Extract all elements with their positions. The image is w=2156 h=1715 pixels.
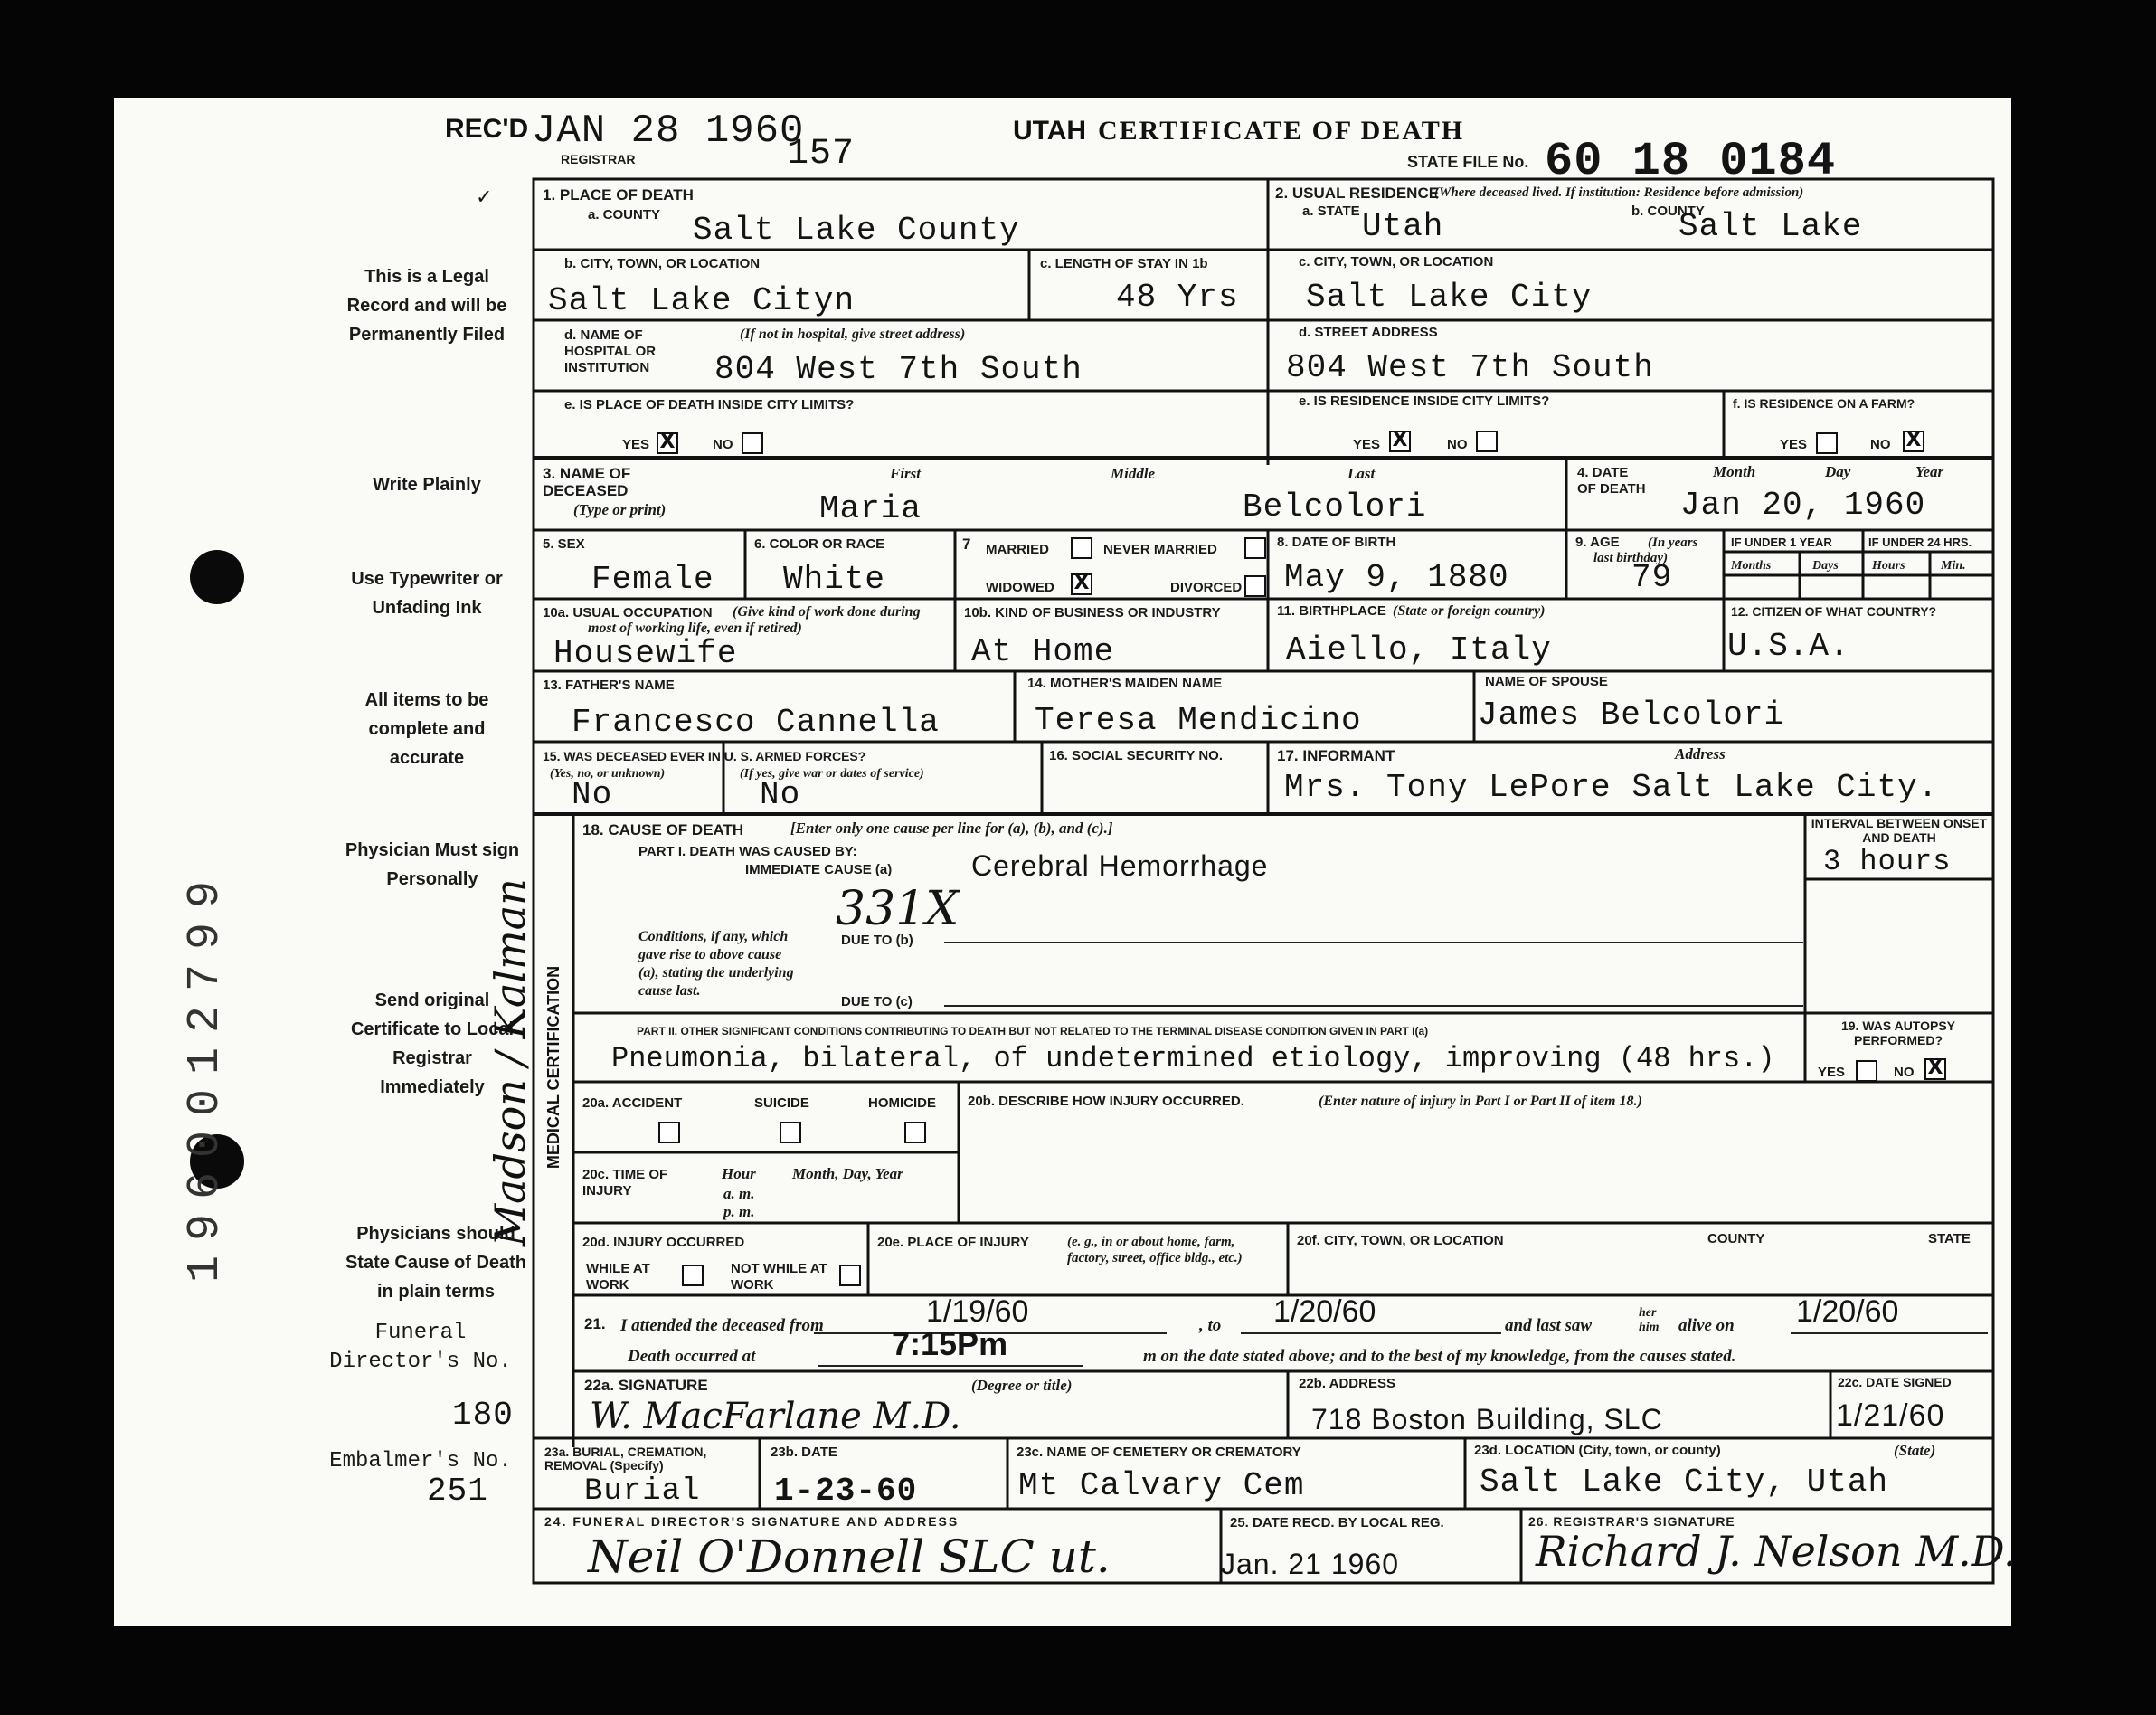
armed-dates-value: No <box>760 776 801 813</box>
interval-label: INTERVAL BETWEEN ONSET AND DEATH <box>1811 816 1988 845</box>
burial-state-label: (State) <box>1894 1442 1936 1459</box>
armed-note-2: (If yes, give war or dates of service) <box>740 767 924 781</box>
farm-no-checkbox[interactable]: X <box>1903 431 1924 452</box>
farm-label: f. IS RESIDENCE ON A FARM? <box>1733 396 1915 411</box>
last-saw-label: and last saw <box>1505 1316 1593 1335</box>
accident-label: 20a. ACCIDENT <box>582 1095 683 1111</box>
informant-address-label: Address <box>1675 745 1726 763</box>
middle-label: Middle <box>1111 465 1156 482</box>
mother-label: 14. MOTHER'S MAIDEN NAME <box>1027 676 1223 691</box>
sidebar-typewriter: Use Typewriter or Unfading Ink <box>351 569 503 618</box>
burial-date-label: 23b. DATE <box>771 1445 837 1460</box>
occupation-note: (Give kind of work done during most of working life, even if retired) <box>588 604 921 636</box>
sidebar-send-original: Send original Certificate to Local Registrar Immediately <box>350 990 515 1097</box>
sidebar-all-items: All items to be complete and accurate <box>364 690 489 768</box>
while-at-work-checkbox[interactable] <box>682 1265 704 1286</box>
month-day-year-label: Month, Day, Year <box>792 1165 903 1182</box>
date-recd-label: 25. DATE RECD. BY LOCAL REG. <box>1230 1515 1444 1530</box>
to-label: , to <box>1199 1316 1222 1335</box>
res-state-value: Utah <box>1362 208 1444 245</box>
burial-location-label: 23d. LOCATION (City, town, or county) <box>1474 1443 1721 1458</box>
injury-state-label: STATE <box>1928 1231 1971 1246</box>
not-while-at-work-checkbox[interactable] <box>839 1265 861 1286</box>
res-county-label: b. COUNTY <box>1631 204 1705 219</box>
business-value: At Home <box>971 633 1115 670</box>
medical-certification-label: MEDICAL CERTIFICATION <box>544 965 563 1170</box>
autopsy-no-checkbox[interactable]: X <box>1924 1058 1946 1080</box>
signature-label: 22a. SIGNATURE <box>584 1377 708 1394</box>
autopsy-label: 19. WAS AUTOPSY PERFORMED? <box>1840 1019 1956 1047</box>
month-label: Month <box>1713 463 1756 480</box>
cause-of-death-label: 18. CAUSE OF DEATH <box>582 821 744 839</box>
usual-residence-label: 2. USUAL RESIDENCE <box>1275 185 1440 202</box>
injury-city-label: 20f. CITY, TOWN, OR LOCATION <box>1297 1233 1504 1248</box>
last-saw-value: 1/20/60 <box>1796 1294 1899 1329</box>
occupation-label: 10a. USUAL OCCUPATION <box>543 605 713 621</box>
county-label: a. COUNTY <box>588 207 661 223</box>
informant-label: 17. INFORMANT <box>1277 747 1395 764</box>
father-label: 13. FATHER'S NAME <box>543 677 675 693</box>
res-inside-yes-checkbox[interactable]: X <box>1389 431 1411 452</box>
spouse-label: NAME OF SPOUSE <box>1485 674 1608 689</box>
registrar-label: REGISTRAR <box>561 152 636 166</box>
sex-value: Female <box>591 561 714 598</box>
place-of-death-label: 1. PLACE OF DEATH <box>543 186 694 204</box>
autopsy-no-label: NO <box>1894 1065 1915 1080</box>
first-label: First <box>890 465 922 482</box>
color-label: 6. COLOR OR RACE <box>754 536 885 552</box>
stay-label: c. LENGTH OF STAY IN 1b <box>1040 256 1208 271</box>
marital-number: 7 <box>962 535 971 553</box>
place-of-injury-label: 20e. PLACE OF INJURY <box>877 1235 1029 1250</box>
death-inside-no-checkbox[interactable] <box>742 432 763 454</box>
divorced-label: DIVORCED <box>1170 580 1243 595</box>
citizen-label: 12. CITIZEN OF WHAT COUNTRY? <box>1731 604 1937 619</box>
homicide-checkbox[interactable] <box>904 1122 926 1143</box>
sidebar-state-cause: Physicians should State Cause of Death in plain terms <box>345 1224 527 1302</box>
sidebar-legal-note: This is a Legal Record and will be Permanently Filed <box>346 267 507 345</box>
mother-value: Teresa Mendicino <box>1035 702 1362 739</box>
death-city-value: Salt Lake Cityn <box>548 282 856 319</box>
autopsy-yes-checkbox[interactable] <box>1856 1060 1877 1082</box>
day-label: Day <box>1825 463 1851 480</box>
registrar-number: 157 <box>787 134 856 175</box>
interval-value: 3 hours <box>1823 845 1952 878</box>
due-to-c-label: DUE TO (c) <box>841 994 913 1009</box>
physician-address-label: 22b. ADDRESS <box>1299 1376 1395 1391</box>
widowed-label: WIDOWED <box>986 580 1054 595</box>
title-prefix: UTAH <box>1013 116 1087 146</box>
received-stamp: REC'D <box>445 114 529 144</box>
age-label: 9. AGE <box>1575 535 1620 550</box>
married-checkbox[interactable] <box>1071 537 1092 559</box>
age-value: 79 <box>1631 559 1673 596</box>
her-him-label: her him <box>1639 1306 1660 1334</box>
due-to-b-label: DUE TO (b) <box>841 933 913 948</box>
informant-value: Mrs. Tony LePore Salt Lake City. <box>1284 769 1939 806</box>
last-label: Last <box>1348 465 1376 482</box>
occupation-value: Housewife <box>553 635 738 672</box>
ssn-label: 16. SOCIAL SECURITY NO. <box>1049 748 1223 763</box>
hospital-value: 804 West 7th South <box>714 351 1083 388</box>
birth-date-value: May 9, 1880 <box>1284 559 1509 596</box>
color-value: White <box>783 561 886 598</box>
armed-forces-value: No <box>572 776 613 813</box>
burial-date-value: 1-23-60 <box>774 1473 918 1510</box>
part1-label: PART I. DEATH WAS CAUSED BY: <box>638 844 857 859</box>
attended-from-value: 1/19/60 <box>926 1294 1029 1329</box>
burial-value: Burial <box>584 1474 701 1509</box>
place-of-injury-note: (e. g., in or about home, farm, factory, street, office bldg., etc.) <box>1067 1235 1243 1265</box>
res-inside-label: e. IS RESIDENCE INSIDE CITY LIMITS? <box>1299 393 1550 409</box>
usual-residence-note: (Where deceased lived. If institution: Residence before admission) <box>1434 185 1804 200</box>
birthplace-note: (State or foreign country) <box>1393 603 1546 619</box>
certificate-title: CERTIFICATE OF DEATH <box>1098 116 1465 146</box>
age-note: (In years last birthday) <box>1593 535 1698 565</box>
attended-label: I attended the deceased from <box>620 1316 824 1335</box>
part2-label: PART II. OTHER SIGNIFICANT CONDITIONS CONTRIBUTING TO DEATH BUT NOT RELATED TO THE TERMINAL DISEASE CONDITION GIVEN IN PART I(a) <box>637 1025 1429 1038</box>
spouse-value: James Belcolori <box>1478 696 1785 734</box>
res-yes-label: YES <box>1353 437 1381 452</box>
embalmer-label: Embalmer's No. <box>329 1449 512 1473</box>
physician-signature: W. MacFarlane M.D. <box>590 1396 961 1437</box>
cemetery-label: 23c. NAME OF CEMETERY OR CREMATORY <box>1017 1445 1301 1460</box>
received-date: JAN 28 1960 <box>532 109 805 154</box>
funeral-signature: Neil O'Donnell SLC ut. <box>588 1530 1111 1583</box>
widowed-checkbox[interactable]: X <box>1071 573 1092 595</box>
accident-checkbox[interactable] <box>658 1122 680 1143</box>
injury-occurred-label: 20d. INJURY OCCURRED <box>582 1235 745 1250</box>
city-label: b. CITY, TOWN, OR LOCATION <box>564 256 761 271</box>
homicide-label: HOMICIDE <box>868 1095 936 1111</box>
state-file-label: STATE FILE No. <box>1407 153 1529 171</box>
attended-number: 21. <box>584 1315 606 1332</box>
conditions-note: Conditions, if any, which gave rise to above cause (a), stating the underlying cause last. <box>638 929 794 999</box>
res-city-label: c. CITY, TOWN, OR LOCATION <box>1299 254 1494 270</box>
cause-code: 331X <box>836 882 960 936</box>
burial-label: 23a. BURIAL, CREMATION, REMOVAL (Specify) <box>544 1445 707 1473</box>
business-label: 10b. KIND OF BUSINESS OR INDUSTRY <box>964 605 1221 621</box>
sidebar-write-plainly: Write Plainly <box>373 475 481 495</box>
first-name-value: Maria <box>819 490 922 527</box>
injury-how-note: (Enter nature of injury in Part I or Part II of item 18.) <box>1319 1094 1642 1109</box>
armed-note-1: (Yes, no, or unknown) <box>550 767 666 781</box>
hospital-note: (If not in hospital, give street address) <box>740 327 966 342</box>
embalmer-number: 251 <box>427 1473 488 1510</box>
tick-mark: ✓ <box>476 186 493 209</box>
res-county-value: Salt Lake <box>1678 208 1863 245</box>
death-time-suffix: m on the date stated above; and to the best of my knowledge, from the causes stated. <box>1143 1347 1736 1366</box>
degree-label: (Degree or title) <box>971 1377 1073 1394</box>
farm-no-label: NO <box>1870 437 1891 452</box>
farm-yes-label: YES <box>1780 437 1808 452</box>
time-of-injury-label: 20c. TIME OF INJURY <box>582 1167 668 1199</box>
date-signed-value: 1/21/60 <box>1836 1398 1945 1433</box>
last-name-value: Belcolori <box>1243 488 1427 526</box>
days-label: Days <box>1812 559 1839 573</box>
not-while-at-work-label: NOT WHILE AT WORK <box>731 1261 827 1293</box>
autopsy-yes-label: YES <box>1818 1065 1846 1080</box>
married-label: MARRIED <box>986 542 1049 557</box>
while-at-work-label: WHILE AT WORK <box>586 1261 650 1293</box>
funeral-director-number: 180 <box>452 1397 514 1434</box>
death-county-value: Salt Lake County <box>693 212 1020 249</box>
funeral-director-label: Funeral Director's No. <box>329 1321 512 1374</box>
death-no-label: NO <box>713 437 733 452</box>
immediate-cause-value: Cerebral Hemorrhage <box>971 849 1269 882</box>
date-recd-value: Jan. 21 1960 <box>1221 1548 1400 1580</box>
never-married-label: NEVER MARRIED <box>1103 542 1217 557</box>
farm-yes-checkbox[interactable] <box>1816 432 1838 454</box>
res-street-value: 804 West 7th South <box>1286 349 1654 386</box>
hour-label: Hour <box>722 1165 756 1182</box>
res-street-label: d. STREET ADDRESS <box>1299 325 1438 340</box>
death-occurred-label: Death occurred at <box>628 1347 756 1366</box>
min-label: Min. <box>1941 559 1966 573</box>
sex-label: 5. SEX <box>543 536 585 552</box>
name-of-deceased-label: 3. NAME OF DECEASED <box>543 465 631 499</box>
registrar-signature-label: 26. REGISTRAR'S SIGNATURE <box>1528 1514 1735 1529</box>
sidebar-physician-sign: Physician Must sign Personally <box>345 840 520 889</box>
never-married-checkbox[interactable] <box>1244 537 1266 559</box>
citizen-value: U.S.A. <box>1727 628 1850 665</box>
injury-how-label: 20b. DESCRIBE HOW INJURY OCCURRED. <box>968 1094 1244 1109</box>
margin-signature: Madson / Kalman <box>486 878 534 1246</box>
name-note: (Type or print) <box>573 501 667 518</box>
year-label: Year <box>1915 463 1944 480</box>
registrar-signature: Richard J. Nelson M.D. <box>1536 1527 2017 1576</box>
divorced-checkbox[interactable] <box>1244 575 1266 597</box>
death-time-value: 7:15Pm <box>892 1325 1008 1362</box>
res-no-label: NO <box>1447 437 1468 452</box>
funeral-signature-label: 24. FUNERAL DIRECTOR'S SIGNATURE AND ADDRESS <box>544 1514 960 1529</box>
stay-value: 48 Yrs <box>1116 279 1239 316</box>
vertical-stamp-number: 1960012799 <box>180 866 232 1284</box>
cemetery-value: Mt Calvary Cem <box>1018 1467 1305 1504</box>
state-file-number: 60 18 0184 <box>1545 135 1837 188</box>
immediate-cause-label: IMMEDIATE CAUSE (a) <box>745 862 893 877</box>
birthplace-label: 11. BIRTHPLACE <box>1277 603 1386 619</box>
birth-date-label: 8. DATE OF BIRTH <box>1277 535 1396 550</box>
physician-address-value: 718 Boston Building, SLC <box>1311 1403 1663 1435</box>
inside-limits-label: e. IS PLACE OF DEATH INSIDE CITY LIMITS? <box>564 397 855 412</box>
under-1-year-label: IF UNDER 1 YEAR <box>1731 535 1832 549</box>
date-signed-label: 22c. DATE SIGNED <box>1838 1375 1952 1389</box>
under-24-hrs-label: IF UNDER 24 HRS. <box>1868 535 1972 549</box>
attended-to-value: 1/20/60 <box>1273 1294 1376 1329</box>
part2-value: Pneumonia, bilateral, of undetermined etiology, improving (48 hrs.) <box>611 1042 1775 1075</box>
months-label: Months <box>1731 559 1772 573</box>
birthplace-value: Aiello, Italy <box>1286 631 1552 668</box>
hours-label: Hours <box>1872 559 1905 573</box>
res-city-value: Salt Lake City <box>1306 279 1593 316</box>
date-of-death-label: 4. DATE OF DEATH <box>1577 465 1646 497</box>
suicide-checkbox[interactable] <box>780 1122 801 1143</box>
am-label: a. m. <box>723 1185 755 1202</box>
burial-location-value: Salt Lake City, Utah <box>1480 1464 1889 1501</box>
father-value: Francesco Cannella <box>572 704 940 741</box>
injury-county-label: COUNTY <box>1707 1231 1765 1246</box>
res-state-label: a. STATE <box>1302 204 1360 219</box>
hospital-label: d. NAME OF HOSPITAL OR INSTITUTION <box>564 327 657 375</box>
alive-on-label: alive on <box>1678 1316 1735 1335</box>
suicide-label: SUICIDE <box>754 1095 809 1111</box>
death-yes-label: YES <box>622 437 650 452</box>
cause-note: [Enter only one cause per line for (a), (b), and (c).] <box>790 820 1113 837</box>
pm-label: p. m. <box>723 1203 755 1220</box>
armed-forces-label: 15. WAS DECEASED EVER IN U. S. ARMED FORCES? <box>543 749 866 763</box>
res-inside-no-checkbox[interactable] <box>1476 431 1498 452</box>
death-inside-yes-checkbox[interactable]: X <box>657 432 678 454</box>
date-of-death-value: Jan 20, 1960 <box>1680 487 1926 524</box>
